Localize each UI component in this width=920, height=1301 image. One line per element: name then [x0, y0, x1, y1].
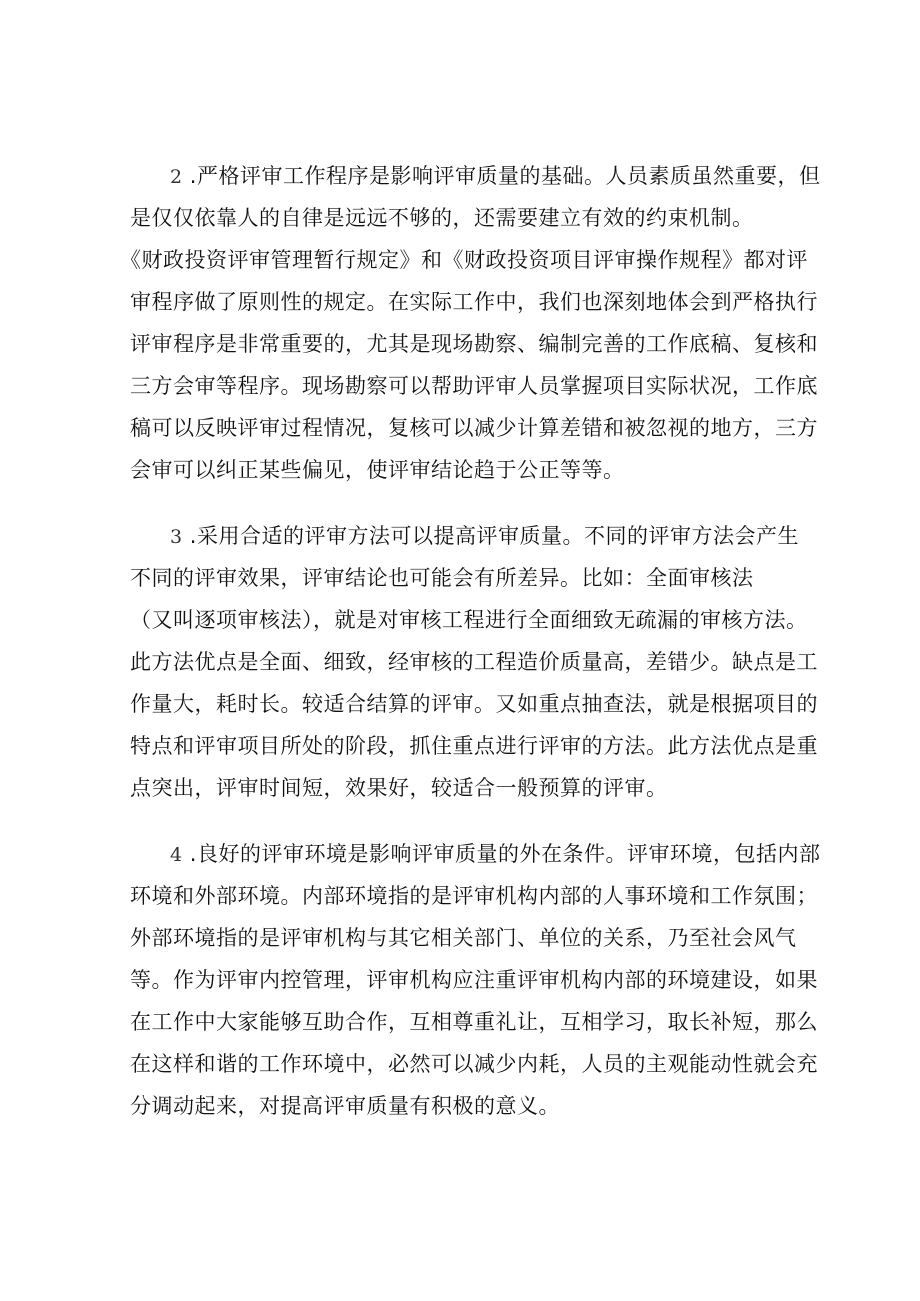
paragraph-line: 不同的评审效果，评审结论也可能会有所差异。比如：全面审核法	[130, 566, 754, 590]
paragraph-number: 3	[170, 526, 183, 548]
paragraph-line: 在工作中大家能够互助合作，互相尊重礼让，互相学习，取长补短，那么	[130, 1010, 818, 1034]
paragraph-line: 作量大，耗时长。较适合结算的评审。又如重点抽查法，就是根据项目的	[130, 692, 818, 716]
paragraph-line: 3 .采用合适的评审方法可以提高评审质量。不同的评审方法会产生	[170, 524, 799, 548]
paragraph-line: 审程序做了原则性的规定。在实际工作中，我们也深刻地体会到严格执行	[130, 290, 818, 314]
paragraph-line: 三方会审等程序。现场勘察可以帮助评审人员掌握项目实际状况，工作底	[130, 374, 818, 398]
paragraph-line: 外部环境指的是评审机构与其它相关部门、单位的关系，乃至社会风气	[130, 926, 797, 950]
paragraph-line: 会审可以纠正某些偏见，使评审结论趋于公正等等。	[130, 458, 625, 482]
paragraph-number: 2	[170, 166, 183, 188]
paragraph-number: 4	[170, 844, 183, 866]
paragraph-line: 分调动起来，对提高评审质量有积极的意义。	[130, 1094, 560, 1118]
paragraph-line: （又叫逐项审核法），就是对审核工程进行全面细致无疏漏的审核方法。	[130, 608, 808, 632]
paragraph-line: 在这样和谐的工作环境中，必然可以减少内耗，人员的主观能动性就会充	[130, 1052, 818, 1076]
paragraph-line: 评审程序是非常重要的，尤其是现场勘察、编制完善的工作底稿、复核和	[130, 332, 818, 356]
paragraph-line: 《财政投资评审管理暂行规定》和《财政投资项目评审操作规程》都对评	[120, 248, 808, 272]
paragraph-line: 点突出，评审时间短，效果好，较适合一般预算的评审。	[130, 776, 668, 800]
paragraph-line: 等。作为评审内控管理，评审机构应注重评审机构内部的环境建设，如果	[130, 968, 818, 992]
paragraph-line: 4 .良好的评审环境是影响评审质量的外在条件。评审环境，包括内部	[170, 842, 821, 866]
paragraph-line: 是仅仅依靠人的自律是远远不够的，还需要建立有效的约束机制。	[130, 206, 754, 230]
paragraph-line: 稿可以反映评审过程情况，复核可以减少计算差错和被忽视的地方，三方	[130, 416, 818, 440]
paragraph-line: 2 .严格评审工作程序是影响评审质量的基础。人员素质虽然重要，但	[170, 164, 821, 188]
paragraph-line: 特点和评审项目所处的阶段，抓住重点进行评审的方法。此方法优点是重	[130, 734, 818, 758]
paragraph-line: 环境和外部环境。内部环境指的是评审机构内部的人事环境和工作氛围；	[130, 884, 818, 908]
paragraph-line: 此方法优点是全面、细致，经审核的工程造价质量高，差错少。缺点是工	[130, 650, 818, 674]
